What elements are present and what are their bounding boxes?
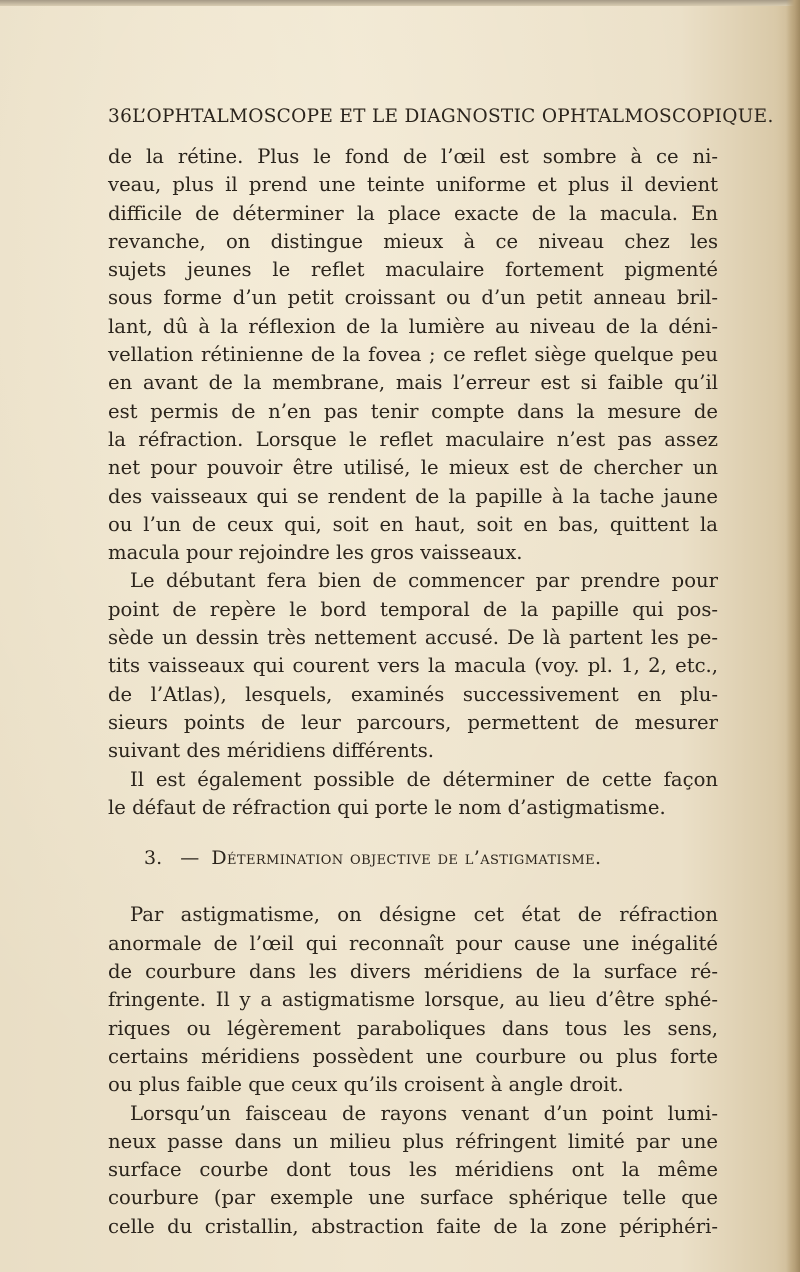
text-line: Le débutant fera bien de commencer par prendre pour: [130, 569, 718, 593]
text-line: sous forme d’un petit croissant ou d’un petit anneau bril-: [108, 286, 718, 310]
text-line: lant, dû à la réflexion de la lumière au niveau de la déni-: [108, 314, 718, 338]
paragraph-1: [108, 143, 718, 567]
body-text: [108, 143, 718, 1241]
text-line: ou l’un de ceux qui, soit en haut, soit en bas, quittent la: [108, 512, 718, 536]
text-line: suivant des méridiens différents.: [108, 739, 435, 763]
text-line: courbure (par exemple une surface sphérique telle que: [108, 1186, 718, 1210]
paragraph-3: [108, 766, 718, 823]
text-line: Il est également possible de déterminer de cette façon: [130, 767, 718, 791]
running-header: [108, 106, 774, 134]
paragraph-5: [108, 1100, 718, 1241]
text-line: point de repère le bord temporal de la papille qui pos-: [108, 597, 718, 621]
text-line: anormale de l’œil qui reconnaît pour cause une inégalité: [108, 931, 718, 955]
text-line: Par astigmatisme, on désigne cet état de réfraction: [130, 903, 718, 927]
text-line: en avant de la membrane, mais l’erreur est si faible qu’il: [108, 371, 718, 395]
text-line: neux passe dans un milieu plus réfringent limité par une: [108, 1129, 718, 1153]
text-line: est permis de n’en pas tenir compte dans la mesure de: [108, 399, 718, 423]
text-line: sède un dessin très nettement accusé. De là partent les pe-: [108, 626, 718, 650]
page-top-edge: [0, 0, 800, 6]
paragraph-4: [108, 901, 718, 1099]
section-dash: —: [180, 847, 200, 870]
text-line: des vaisseaux qui se rendent de la papille à la tache jaune: [108, 484, 718, 508]
text-line: ou plus faible que ceux qu’ils croisent à angle droit.: [108, 1073, 624, 1097]
text-line: vellation rétinienne de la fovea ; ce reflet siège quelque peu: [108, 343, 718, 367]
paragraph-2: [108, 567, 718, 765]
text-line: Lorsqu’un faisceau de rayons venant d’un point lumi-: [130, 1101, 718, 1125]
section-heading: [108, 844, 718, 872]
section-number: 3.: [144, 847, 163, 870]
section-title: Détermination objective de l’astigmatisme.: [211, 847, 602, 870]
text-line: de l’Atlas), lesquels, examinés successivement en plu-: [108, 682, 718, 706]
text-line: tits vaisseaux qui courent vers la macula (voy. pl. 1, 2, etc.,: [108, 654, 718, 678]
text-line: difficile de déterminer la place exacte de la macula. En: [108, 201, 718, 225]
text-line: riques ou légèrement paraboliques dans tous les sens,: [108, 1016, 718, 1040]
text-line: de la rétine. Plus le fond de l’œil est sombre à ce ni-: [108, 145, 718, 168]
text-line: sieurs points de leur parcours, permettent de mesurer: [108, 710, 718, 734]
text-line: fringente. Il y a astigmatisme lorsque, au lieu d’être sphé-: [108, 988, 718, 1012]
text-line: celle du cristallin, abstraction faite de la zone périphéri-: [108, 1214, 718, 1238]
page-number: 36: [108, 106, 133, 127]
text-line: la réfraction. Lorsque le reflet maculaire n’est pas assez: [108, 427, 718, 451]
running-title: L’OPHTALMOSCOPE ET LE DIAGNOSTIC OPHTALMOSCOPIQUE.: [132, 106, 774, 127]
text-line: de courbure dans les divers méridiens de la surface ré-: [108, 960, 718, 984]
text-line: le défaut de réfraction qui porte le nom d’astigmatisme.: [108, 795, 666, 819]
text-line: revanche, on distingue mieux à ce niveau chez les: [108, 229, 718, 253]
page-binding-edge: [786, 0, 800, 1272]
text-line: surface courbe dont tous les méridiens ont la même: [108, 1158, 718, 1182]
text-line: macula pour rejoindre les gros vaisseaux.: [108, 541, 523, 565]
text-line: net pour pouvoir être utilisé, le mieux est de chercher un: [108, 456, 718, 480]
text-line: certains méridiens possèdent une courbure ou plus forte: [108, 1044, 718, 1068]
text-line: veau, plus il prend une teinte uniforme et plus il devient: [108, 173, 718, 197]
text-line: sujets jeunes le reflet maculaire fortement pigmenté: [108, 258, 718, 282]
